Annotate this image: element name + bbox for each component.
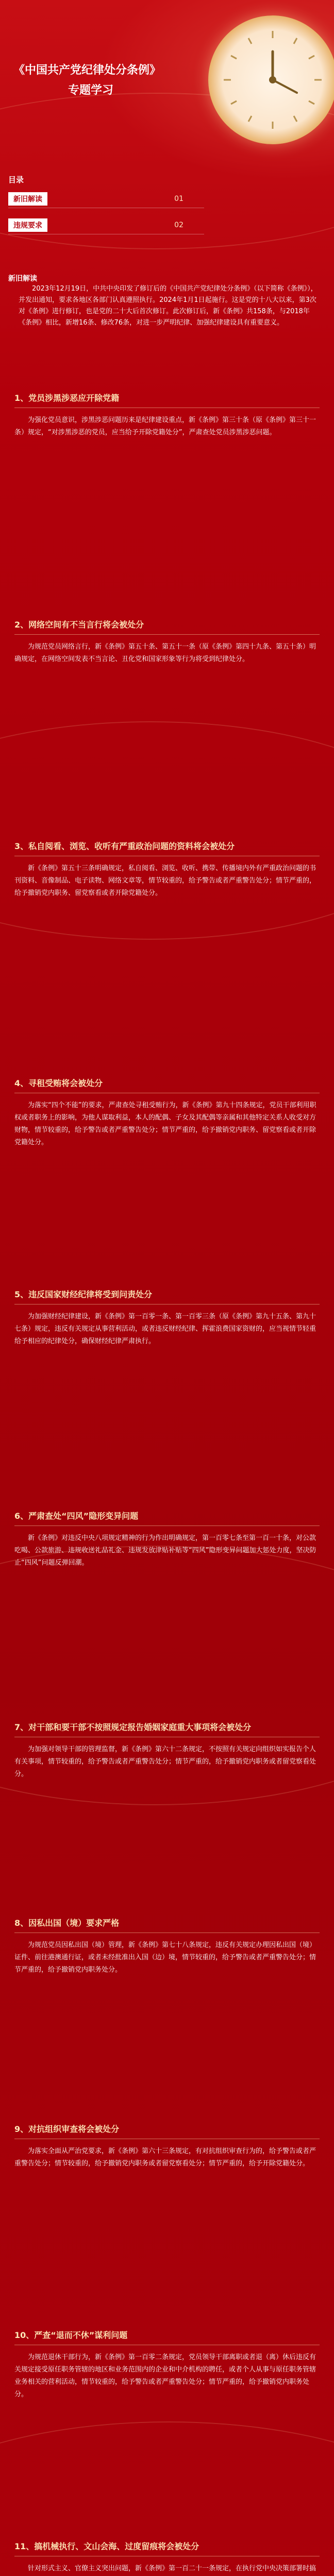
section-title: 8、因私出国（境）要求严格	[14, 1918, 120, 1928]
section-8	[14, 1917, 320, 1976]
section-3	[14, 840, 320, 900]
section-2	[14, 618, 320, 666]
toc-item-text: 新旧解读	[8, 192, 47, 206]
hero-subtitle: 专题学习	[68, 83, 113, 97]
section-6	[14, 1510, 320, 1569]
section-body: 为规范党员因私出国（境）管理，新《条例》第七十八条规定，违反有关规定办理因私出国（境）证件、前往港澳通行证，或者未经批准出入国（边）境，情节较重的，给予警告或者严重警告处分；情节严重的，给予撤销党内职务处分。	[14, 1941, 316, 1974]
section-title: 1、党员涉黑涉恶应开除党籍	[14, 393, 120, 403]
toc-item-1[interactable]	[8, 190, 204, 208]
clock-icon	[208, 15, 334, 144]
toc-item-2[interactable]	[8, 216, 204, 234]
hero-title-box	[13, 62, 168, 109]
hero-banner	[0, 0, 334, 170]
decorative-arc	[0, 721, 334, 940]
clock-face-icon	[208, 15, 334, 144]
toc-item-text: 违规要求	[8, 218, 47, 232]
section-11	[14, 2540, 320, 2576]
toc-label: 目录	[8, 175, 24, 184]
section-title: 5、违反国家财经纪律将受到问责处分	[14, 1290, 153, 1299]
section-9	[14, 2123, 320, 2170]
section-title: 2、网络空间有不当言行将会被处分	[14, 620, 144, 630]
section-10	[14, 2329, 320, 2401]
section-title: 11、搞机械执行、文山会海、过度留痕将会被处分	[14, 2541, 199, 2551]
intro-tag: 新旧解读	[8, 275, 37, 283]
section-body: 为落实“四个不能”的要求，严肃查处寻租受贿行为，新《条例》第九十四条规定，党员干部利用职权或者职务上的影响，为他人谋取利益，本人的配偶、子女及其配偶等亲属和其他特定关系人收受对方财物，情节较重的，给予警告或者严重警告处分；情节严重的，给予撤销党内职务、留党察看或者开除党籍处分。	[14, 1101, 316, 1146]
section-4	[14, 1077, 320, 1149]
section-body: 为规范退休干部行为，新《条例》第一百零二条规定，党员领导干部离职或者退（离）休后违反有关规定接受原任职务管辖的地区和业务范围内的企业和中介机构的聘任，或者个人从事与原任职务管辖业务相关的营利活动，情节较重的，给予警告或者严重警告处分；情节严重的，给予撤销党内职务处分。	[14, 2353, 316, 2398]
section-body: 为落实全面从严治党要求，新《条例》第六十三条规定，有对抗组织审查行为的，给予警告或者严重警告处分；情节较重的，给予撤销党内职务或者留党察看处分；情节严重的，给予开除党籍处分。	[14, 2147, 316, 2167]
hero-title: 《中国共产党纪律处分条例》	[13, 63, 161, 77]
section-title: 9、对抗组织审查将会被处分	[14, 2124, 120, 2134]
section-divider	[14, 634, 320, 635]
toc-item-number: 01	[174, 195, 183, 203]
section-title: 7、对干部和要干部不按照规定报告婚姻家庭重大事项将会被处分	[14, 1722, 252, 1732]
table-of-contents	[8, 174, 326, 243]
section-body: 为规范党员网络言行，新《条例》第五十条、第五十一条（原《条例》第四十九条、第五十条）明确规定，在网络空间发表不当言论、丑化党和国家形象等行为将受到纪律处分。	[14, 643, 316, 663]
section-title: 10、严查“退而不休”谋利问题	[14, 2330, 128, 2340]
section-title: 6、严肃查处“四风”隐形变异问题	[14, 1511, 139, 1521]
section-body: 为强化党员意识，涉黑涉恶问题历来是纪律建设重点，新《条例》第三十条（原《条例》第三十一条）规定，“对涉黑涉恶的党员，应当给予开除党籍处分”，严肃查处党员涉黑涉恶问题。	[14, 416, 316, 436]
section-5	[14, 1288, 320, 1348]
section-1	[14, 392, 320, 439]
section-body: 新《条例》第五十三条明确规定，私自阅看、浏览、收听、携带、传播境内外有严重政治问题的书刊资料、音像制品、电子读物、网络文章等，情节较重的，给予警告或者严重警告处分；情节严重的，给予撤销党内职务、留党察看或者开除党籍处分。	[14, 865, 316, 897]
section-body: 为加强对领导干部的管理监督，新《条例》第六十二条规定，不按照有关规定向组织如实报告个人有关事项，情节较重的，给予警告或者严重警告处分；情节严重的，给予撤销党内职务或者留党察看处分。	[14, 1745, 316, 1778]
toc-item-number: 02	[174, 221, 183, 229]
intro-text: 2023年12月19日，中共中央印发了修订后的《中国共产党纪律处分条例》（以下简称《条例》），并发出通知，要求各地区各部门认真遵照执行。2024年1月1日起施行。这是党的十八大以来，第3次对《条例》进行修订，也是党的二十大后首次修订。此次修订后，新《条例》共158条，与2018年《条例》相比，新增16条、修改76条，对进一步严明纪律、加强纪律建设具有重要意义。	[19, 285, 318, 327]
section-title: 4、寻租受贿将会被处分	[14, 1078, 103, 1088]
section-body: 新《条例》对违反中央八项规定精神的行为作出明确规定，第一百零七条至第一百一十条，对公款吃喝、公款旅游、违规收送礼品礼金、违规发放津贴补贴等“四风”隐形变异问题加大惩处力度，坚决防止“四风”问题反弹回潮。	[14, 1534, 316, 1567]
section-title: 3、私自阅看、浏览、收听有严重政治问题的资料将会被处分	[14, 841, 235, 851]
section-body: 为加强财经纪律建设，新《条例》第一百零一条、第一百零三条（原《条例》第九十五条、第九十七条）规定，违反有关规定从事营利活动，或者违反财经纪律、挥霍浪费国家资财的，应当视情节轻重给予相应的纪律处分，确保财经纪律严肃执行。	[14, 1313, 316, 1345]
section-7	[14, 1721, 320, 1781]
section-body: 针对形式主义、官僚主义突出问题，新《条例》第一百二十一条规定，在执行党中央决策部署时搞	[28, 2565, 316, 2572]
